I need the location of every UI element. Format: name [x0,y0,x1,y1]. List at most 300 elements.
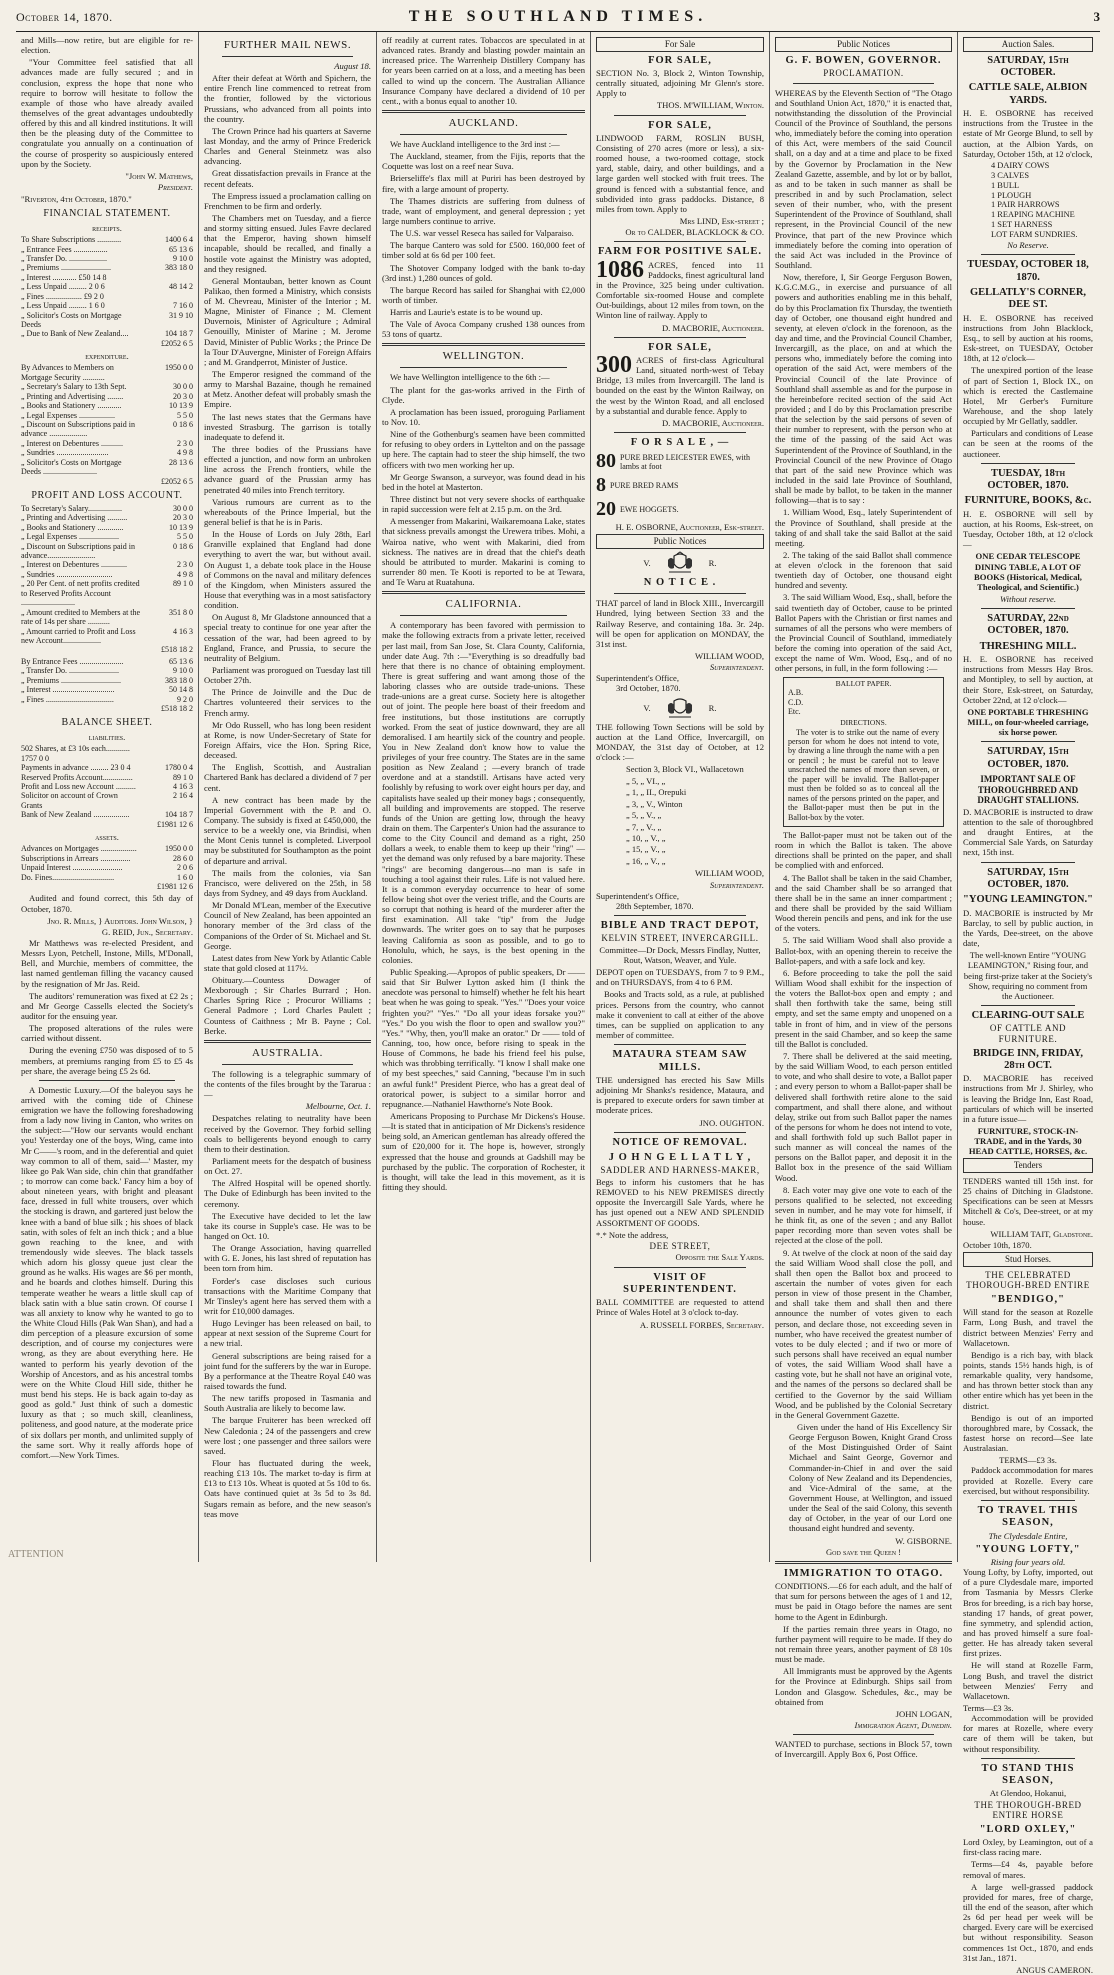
proclamation-text: 9. At twelve of the clock at noon of the said day the said William Wood shall close the poll, and shall then open the Ballot box and proceed to ascertain the number of votes given for each person in view of those present in the Chamber, and shall take them and shall then and there announce the number of votes given to each person, and declare those, not exceeding seven in number, who have received the greatest number of votes to be duly elected ; and if two or more of such persons shall have received an equal number of votes, the said William Wood shall have a casting vote, but he shall not have an original vote, and the names of the persons so declared shall be certified to the Governor by the said William Wood, and be published by the Colonial Secretary in the General Government Gazette. [775,1247,952,1420]
notice-title: N O T I C E . [643,576,717,588]
article-text: Audited and found correct, this 5th day of October, 1870. [21,893,193,914]
table-heading: liabilities. [88,732,126,743]
proclamation-text: 6. Before proceeding to take the poll the said William Wood shall exhibit for the inspection of the voters the Ballot-box open and empty ; and shall then forthwith take the same, being still empty, and set the same empty and unopened on a table in front of him, and in view of the persons present in the said Chamber, and so keep the same till the Ballot is concluded. [775,967,952,1049]
account-item: „ Entrance Fees ................. [21,244,108,254]
ad-title: FOR SALE, [648,341,712,353]
stud-title: THE CELEBRATED THOROUGH-BRED ENTIRE [966,1269,1090,1291]
divider [222,1064,353,1065]
stock-desc: EWE HOGGETS. [620,504,679,514]
article-text: In the House of Lords on July 28th, Earl Granville explained that England had done everything to avert the war, but without avail. On August 1, a debate took place in the House of Commons on the naval and military defences of the Kingdom, when Ministers assured the House that everything was in a most satisfactory condition. [204,529,371,611]
account-item: By Entrance Fees ...................... [21,656,124,666]
account-amount: 1780 0 4 [165,763,193,773]
article-text: A messenger from Makarini, Waikaremoana Lake, states that sickness prevails amongst the Urewera tribes. Mohi, a Wairoa native, who went with Makarini, died from sickness. The natives are in dread that the chief's death should be attributed to murder. Makarini is coming to surrender 80 men. Te Kooti is reported to be at Tewara, and Te Waru at Ruatahuna. [382,516,585,588]
column-6 [958,32,1098,1975]
account-item [21,477,141,486]
account-item: „ Less Unpaid ......... 2 0 6 [21,282,105,292]
article-text: A contemporary has been favored with permission to make the following extracts from a private letter, received per last mail, from San Jose, St. Clara County, California, under date Aug. 7th :—"Everything is so dreadfully bad here that there is no chance of obtaining employment. There is great suffering and want among those of the laboring classes who are outside trade-unions. These trade-unions are a great curse. Society here is altogether out of joint. The people here boast of their freedom and free institutions, but those institutions are corruptly worked. From the seat of justice downward, they are all demoralised. I am heartily sick of the country and people. You in New Zealand don't know how to value the privileges of your free country. The States are in the same position as New Zealand ; —every branch of trade overdone and at a standstill. Artisans have acted very foolishly by refusing to work over eight hours per day, and capitalists have sealed up their money bags ; consequently, all building and improvements are stopped. The reserve funds of the Union are getting low, through the heavy drain on them. The Carpenter's Union had the assurance to come to the City Council and demand as a right, 250 dollars a week, to enable them to keep up their "ring" —yet the demand was only refused by a bare majority. These "rings" are becoming dangerous—no man is safe in touching a tool against their rules. Life is not valued here. It is a common everyday occurrence to hear of some fellow being shot over the veriest trifle, and the Courts are so corrupt that nothing is heard of the murderer after the first examination. All take "tip" from the Judge downwards. The writer goes on to say that he purposes leaving California as soon as possible, and to go to Honolulu, which, he says, is the best opening in the colonies. [382,620,585,965]
account-amount: 89 1 0 [173,772,193,782]
list-item: 1 PAIR HARROWS [991,200,1060,210]
article-text: After their defeat at Wörth and Spichern, the entire French line commenced to retreat from the frontier, followed by the victorious Prussians, who advanced from all points into the country. [204,73,371,124]
article-text: Mr Odo Russell, who has long been resident at Rome, is now Under-Secretary of State for Foreign Affairs, vice the Hon. Spring Rice, deceased. [204,719,371,761]
account-item: „ Solicitor's Costs on Mortgage Deeds [21,310,122,329]
notice-office: Superintendent's Office, [596,890,680,901]
auction-title: THRESHING MILL. [979,640,1077,652]
account-item: Subscriptions in Arrears ............... [21,853,131,863]
table-heading: assets. [95,832,119,843]
coat-of-arms-icon [665,552,695,574]
auction-title: CLEARING-OUT SALE [971,1009,1085,1021]
article-text: Flour has fluctuated during the week, reaching £13 10s. The market to-day is firm at £13 to £13 10s. Wheat is quoted at 5s 10d to 6s. Oats have continued quiet at 3s 5d to 3s 8d. Sugars remain as before, and the new season's teas move [204,1457,371,1519]
account-amount: 4 16 3 [173,626,193,636]
account-amount: £2052 6 5 [161,476,193,486]
tender-text: TENDERS wanted till 15th inst. for 25 chains of Ditching in Gladstone. Specifications can be seen at Messrs Mitchell & Co's, Dee-street, or at my house. [963,1176,1093,1227]
dateline: Melbourne, Oct. 1. [305,1101,371,1112]
ad-text: BALL COMMITTEE are requested to attend Prince of Wales Hotel at 3 o'clock to-day. [596,1297,764,1318]
section-label: Public Notices [775,37,952,52]
auction-items: ONE PORTABLE THRESHING MILL, on four-wheeled carriage, six horse power. [967,706,1089,738]
ad-signature: Opposite the Sale Yards. [675,1252,764,1263]
table-row [21,763,193,772]
table-row [21,273,193,282]
account-item: „ Sundries .......................... [21,448,109,458]
column-2 [199,32,377,1562]
signature-title: President. [157,181,193,192]
section-heading: AUSTRALIA. [251,1046,324,1059]
divider [382,343,585,346]
liabilities-table [21,744,193,829]
stud-text: Accommodation will be provided for mares at Rozelle, where every care of them will be taken, but without responsibility. [963,1713,1093,1754]
section-heading: BALANCE SHEET. [61,717,153,729]
list-item: 4 DAIRY COWS [991,160,1050,170]
notice-signature-title: Superintendent. [709,662,764,673]
list-item: Section 3, Block VI., Wallacetown [626,764,744,775]
divider [614,1267,746,1268]
account-amount: 1950 0 0 [165,363,193,373]
column-1 [16,32,199,1562]
stock-count: 20 [596,497,616,520]
stock-line [596,498,764,522]
table-row [21,579,193,607]
crest-letter: V. [643,702,651,713]
column-4 [591,32,770,1562]
table-row [21,411,193,420]
account-item: Bank of New Zealand .................. [21,810,130,820]
account-amount [141,292,193,301]
article-text: A new contract has been made by the Imperial Government with the P. and O. Company. The subsidy is fixed at £450,000, the service to be a weekly one, via Brindisi, when the Mont Cenis tunnel is completed. Liverpool may be substituted for Southampton as the point of departure and arrival. [204,794,371,866]
stud-name: "BENDIGO," [991,1293,1065,1305]
account-item: Advances on Mortgages .................. [21,844,137,854]
article-text: Parliament meets for the despatch of business on Oct. 27. [204,1156,371,1177]
table-row [21,245,193,254]
account-item: „ Discount on Subscriptions paid in advance ................... [21,419,135,439]
auction-text: D. MACBORIE is instructed by Mr Barclay, to sell by public auction, in the Yards, Dee-street, on the above date, [963,907,1093,949]
stud-text: Bendigo is out of an imported thoroughbred mare, by Cossack, the fastest horse on record—See late Australasian. [963,1412,1093,1454]
article-text: The Vale of Avoca Company crushed 138 ounces from 53 tons of quartz. [382,319,585,340]
divider [614,432,746,433]
profit-loss-debit-table [21,504,193,655]
article-text: The Shotover Company lodged with the bank to-day (3rd inst.) 1,280 ounces of gold. [382,262,585,283]
account-amount: 1400 6 4 [165,235,193,245]
account-amount: £518 18 2 [161,645,193,655]
account-amount: 65 13 6 [169,656,193,666]
table-row [21,339,193,348]
account-amount: 104 18 7 [165,810,193,820]
ad-text: Committee—Dr Dock, Messrs Findlay, Nutter, Rout, Watson, Weaver, and Yule. [599,944,761,966]
table-row [21,695,193,704]
account-item [21,820,141,829]
account-item: „ Premiums .............................. [21,675,121,685]
table-row [21,282,193,291]
section-heading: WELLINGTON. [442,350,525,363]
account-item: „ Printing and Advertising ........ [21,391,124,401]
notice-date: 3rd October, 1870. [616,683,681,694]
divider [981,862,1075,863]
ad-text: CONDITIONS.—£6 for each adult, and the half of that sum for persons between the ages of 1 and 12, must be paid in Otago before the names are sent home to the Agent in Edinburgh. [775,1581,952,1622]
article-text: The Alfred Hospital will be opened shortly. The Duke of Edinburgh has been invited to the ceremony. [204,1178,371,1209]
stud-signature: ANGUS CAMERON. [1016,1964,1093,1975]
ad-text: If the parties remain three years in Otago, no further payment will require to be made. If they do not remain three years, another payment of £8 10s must be made. [775,1623,952,1665]
issue-date: October 14, 1870. [16,10,113,24]
divider [981,463,1075,464]
stud-terms: TERMS—£3 3s. [999,1455,1057,1466]
ad-signature: JOHN LOGAN, [895,1708,952,1719]
table-row [21,773,193,782]
section-heading: AUCKLAND. [448,116,519,129]
article-text: "Your Committee feel satisfied that all advances made are fully secured ; and in conclusion, express the hope that none who require to borrow will hesitate to follow the example of those who have already availed themselves of the great advantages undoubtedly offered by this and all kindred institutions. It will then be the pleasing duty of the Committee to congratulate you annually on a continuation of the course of prosperity so auspiciously entered upon by the Society. [21,57,193,169]
proclamation-governor: G. F. BOWEN, GOVERNOR. [785,54,942,66]
section-label: Public Notices [596,534,764,549]
table-row [21,311,193,330]
article-text: The last news states that the Germans have invested Strasburg. The garrison is totally inadequate to defend it. [204,411,371,442]
auction-date: SATURDAY, 22nd OCTOBER, 1870. [987,613,1069,637]
account-amount: £1981 12 6 [157,881,193,891]
account-item: „ Interest on Debentures ............. [21,560,127,570]
signature: "John W. Mathews, [125,170,193,181]
divider [400,367,567,368]
account-amount: 7 16 0 [173,301,193,311]
stud-title: TO STAND THIS SEASON, [981,1762,1075,1787]
ad-text: DEPOT open on TUESDAYS, from 7 to 9 P.M., and on THURSDAYS, from 4 to 6 P.M. [596,967,764,988]
article-text: The barque Cantero was sold for £500. 160,000 feet of timber sold at 6s 6d per 100 feet. [382,240,585,261]
auction-items: FURNITURE, STOCK-IN-TRADE, and in the Yards, 30 HEAD CATTLE, HORSES, &c. [968,1126,1088,1157]
auction-title: "YOUNG LEAMINGTON." [963,894,1093,906]
table-row [21,254,193,263]
divider [981,254,1075,255]
divider [400,615,567,616]
account-item: „ Secretary's Salary to 13th Sept. [21,382,127,392]
auction-date: BRIDGE INN, FRIDAY, 28th OCT. [972,1047,1084,1071]
section-heading: FINANCIAL STATEMENT. [43,208,171,220]
account-amount: 4 16 3 [173,782,193,791]
royal-crest [596,552,764,574]
section-label: Auction Sales. [963,37,1093,52]
list-item: 3 CALVES [991,170,1030,180]
article-text: The mails from the colonies, via San Francisco, were delivered on the 25th, in 58 days from Sydney, and 49 days from Auckland. [204,867,371,898]
notice-office: Superintendent's Office, [596,673,680,684]
list-item: „ 1, „ II., Orepuki [626,787,687,798]
ad-title: VISIT OF SUPERINTENDENT. [623,1271,737,1295]
table-row [21,458,193,477]
article-text: and Mills—now retire, but are eligible for re-election. [21,35,193,56]
article-text: Brierseliffe's flax mill at Puriri has been destroyed by fire, with a large amount of property. [382,173,585,194]
assets-table [21,844,193,891]
stud-text: Bendigo is a rich bay, with black points, stands 15½ hands high, is of remarkable quality, very handsome, and has thrown better stock than any other entire which has yet been in the district. [963,1349,1093,1411]
list-item: „ 5, „ V., „ [626,810,662,821]
account-item: „ Legal Expenses .................... [21,532,119,542]
table-row [21,292,193,301]
account-item [21,339,141,348]
table-row [21,782,193,791]
article-text: Americans Proposing to Purchase Mr Dickens's House.—It is stated that in anticipation of Mr Dickens's residence being sold, an American gentleman has already offered the sum of £20,000 for it. The hope is, however, strongly expressed that the house and grounds at Gadshill may be purchased by the public. The corporation of Rochester, it is thought, will take the lead in this movement, as it is fitting they should. [382,1110,585,1192]
auction-title: FURNITURE, BOOKS, &c. [964,495,1092,507]
table-row [21,477,193,486]
table-row [21,882,193,891]
account-amount: 383 18 0 [165,675,193,685]
list-item: „ 7, „ V., „ [626,821,662,832]
auction-date: SATURDAY, 15th OCTOBER, 1870. [987,746,1069,770]
article-text: The Orange Association, having quarrelled with G. E. Jones, his last shred of reputation has been torn from him. [204,1243,371,1274]
faded-footer-mark: ATTENTION [8,1549,64,1561]
ad-text: 300 ACRES of first-class Agricultural Land, situated north-west of Tebay Bridge, 13 miles from Invercargill. The land is bounded on the east by the Winton Railway, on the west by the Winton Road, and all enclosed by a substantial and durable fence. Apply to [596,352,764,416]
ad-subtitle: SADDLER AND HARNESS-MAKER, [600,1165,760,1176]
stud-text: Will stand for the season at Rozelle Farm, Long Bush, and travel the district between Menzies' Ferry and Wallacetown. [963,1307,1093,1348]
account-amount: 5 5 0 [177,410,193,420]
article-text: The barque Record has sailed for Shanghai with £2,000 worth of timber. [382,284,585,305]
notice-signature-title: Superintendent. [709,879,764,890]
table-row [21,657,193,666]
account-amount: 2 3 0 [177,560,193,570]
table-row [21,744,193,763]
ad-note: *.* Note the address, [596,1229,669,1240]
account-item: „ Books and Stationery ............ [21,401,122,411]
table-row [21,844,193,853]
divider [222,56,353,57]
crest-letter: V. [643,557,651,568]
account-item: „ Discount on Subscriptions paid in advance........................ [21,541,135,560]
table-row [21,235,193,244]
ad-title: MATAURA STEAM SAW MILLS. [612,1049,748,1073]
account-amount: 4 9 8 [177,569,193,579]
stock-line [596,474,764,498]
ad-text: 1086 ACRES, fenced into 11 Paddocks, finest agricultural land in the Province, 325 being under cultivation. Comfortable six-roomed House and complete Out-buildings, about 12 miles from town, on the Winton line of railway. Apply to [596,256,764,321]
table-row [21,439,193,448]
ballot-name-line: C.D. [788,697,804,707]
article-text: Obituary.—Countess Dowager of Mexborough ; Sir Charles Burrard ; Hon. Charles Spring Rice ; Procuror Williams ; General Padmore ; Lord Charles Paulett ; Countess of Caithness ; Mr B. Payne ; Col. Berke. [204,975,371,1036]
article-text: Despatches relating to neutrality have been received by the Governor. They forbid selling coals to belligerents beyond enough to carry them to their destination. [204,1113,371,1154]
list-item: „ 10, „ V., „ [626,832,666,843]
account-item: Reserved Profits Account............... [21,772,133,782]
directions-title: DIRECTIONS. [840,717,887,727]
dateline: "Riverton, 4th October, 1870." [21,194,132,205]
proclamation-text: 1. William Wood, Esq., lately Superintendent of the Province of Southland, shall preside at the taking of and shall take the said Ballot at the said meeting. [775,507,952,548]
account-item [21,882,141,891]
divider [614,1132,746,1133]
article-text: The following is a telegraphic summary of the contents of the files brought by the Tararua :— [204,1068,371,1100]
article-text: Hugo Levinger has been released on bail, to appear at next session of the Supreme Court for a new trial. [204,1318,371,1349]
article-text: The proposed alterations of the rules were carried without dissent. [21,1023,193,1044]
ad-signature: D. MACBORIE, Auctioneer. [661,417,764,428]
profit-loss-credit-table [21,657,193,714]
account-amount: 9 10 0 [173,666,193,676]
stock-line [596,450,764,474]
article-text: On August 8, Mr Gladstone announced that a special treaty to continue for one year after the cessation of the war, had been agreed to by England, France, and Prussia, to secure the neutrality of Belgium. [204,612,371,663]
article-text: Forder's case discloses such curious transactions with the Maritime Company that Mr Tinsley's agent here has served them with a writ for £10,000 damages. [204,1275,371,1316]
list-item: 1 BULL [991,180,1020,190]
article-text: Harris and Laurie's estate is to be wound up. [390,307,543,318]
stud-name: "YOUNG LOFTY," [975,1543,1081,1555]
divider [793,1734,934,1735]
divider [614,593,746,594]
list-item: „ 3, „ V., Winton [626,798,683,809]
auction-text: Particulars and conditions of Lease can be seen at the rooms of the auctioneer. [963,428,1093,459]
account-amount: 2 16 4 [173,791,193,801]
ad-text: THE undersigned has erected his Saw Mills adjoining Mr Shanks's residence, Mataura, and is prepared to execute orders for sawn timber at moderate prices. [596,1074,764,1116]
article-text: We have Wellington intelligence to the 6th :— [390,372,550,383]
article-text: The English, Scottish, and Australian Chartered Bank has declared a dividend of 7 per cent. [204,762,371,793]
auction-title: GELLATLY'S CORNER, DEE ST. [969,286,1087,311]
article-text: The auditors' remuneration was fixed at £2 2s ; and Mr George Cassells elected the Society's auditor for the ensuing year. [21,990,193,1021]
stock-count: 80 [596,450,616,473]
account-amount: 28 6 0 [173,853,193,863]
account-amount [141,273,193,282]
table-row [21,301,193,310]
account-amount: 20 3 0 [173,513,193,523]
account-amount: £518 18 2 [161,704,193,713]
article-text: Mr Matthews was re-elected President, and Messrs Lyon, Petchell, Instone, Mills, M'Donall, Bell, and Murchie, members of committee, the last named gentleman filling the vacancy caused by the resignation of Mr Jas. Reid. [21,937,193,989]
account-item: To Secretary's Salary................. [21,503,123,513]
account-item: Unpaid Interest ......................... [21,863,123,873]
auction-text: The unexpired portion of the lease of part of Section 1, Block IX., on which is erected the Castlemaine Hotel, Mr Gerber's Furniture Warehouse, and the shop lately occupied by Mr Gellatly, saddler. [963,365,1093,427]
account-item [21,704,141,713]
proclamation-text: 7. There shall be delivered at the said meeting, by the said William Wood, to each person entitled to vote, and who shall desire to vote, a Ballot paper ; and every person to whom a Ballot-paper shall be delivered shall forthwith retire alone to the said compartment, and shall there alone, and without delay, strike out from such Ballot paper the names of the persons for whom he does not intend to vote, and shall forthwith fold up such Ballot paper in such manner as will conceal the names of the persons on the Ballot paper, and deposit it in the Ballot box in the presence of the said William Wood. [775,1050,952,1183]
table-row [21,523,193,532]
account-item: „ Fines .................. £9 2 0 [21,291,104,301]
article-text: The Prince de Joinville and the Duc de Chartres volunteered their services to the French army. [204,687,371,718]
article-text: The Thames districts are suffering from dulness of trade, want of employment, and general depression ; yet large numbers continue to arrive. [382,195,585,226]
table-row [21,863,193,872]
receipts-table [21,235,193,348]
table-row [21,791,193,810]
account-item: „ Printing and Advertising .......... [21,513,128,523]
account-item: „ Legal Expenses .................. [21,410,115,420]
list-item: LOT FARM SUNDRIES. [991,230,1078,240]
list-item: 1 SET HARNESS [991,220,1053,230]
stud-terms: Terms—£3 3s. [963,1703,1014,1714]
account-item: Profit and Loss new Account .......... [21,782,136,791]
stud-text: He will stand at Rozelle Farm, Long Bush, and travel the district between Menzies' Ferry and Wallacetown. [963,1660,1093,1701]
article-text: General Montauban, better known as Count Palikao, then formed a Ministry, which consists of M. Chevreau, Minister of the Interior ; M. Magne, Minister of Finance ; M. Clement Duvernois, Minister of Agriculture ; Admiral Genouilly, Minister of Marine ; M. Jerome David, Minister of Public Works ; the Prince De la Tour D'Auvergne, Minister of Foreign Affairs ; and M. Grandperrot, Minister of Justice. [204,275,371,367]
article-text: Parliament was prorogued on Tuesday last till October 27th. [204,664,371,686]
account-item: „ Premiums ......................... [21,263,111,273]
auction-note: Without reserve. [999,593,1056,604]
proclamation-closing: God save the Queen ! [825,1546,902,1557]
table-row [21,560,193,569]
auction-date: TUESDAY, 18th OCTOBER, 1870. [987,467,1069,492]
section-label: Stud Horses. [963,1252,1093,1267]
auction-text: H. E. OSBORNE has received instructions from the Trustee in the estate of Mr George Blund, to sell by auction, at the Albion Yards, on Saturday, October 15th, at 12 o'clock, [963,108,1093,159]
section-label: Tenders [963,1158,1093,1173]
divider [382,591,585,594]
auction-text: The well-known Entire "YOUNG LEAMINGTON," Rising four, and being first-prize taker at the Society's Show, requiring no comment from the Auctioneer. [963,950,1093,1001]
ad-text: All Immigrants must be approved by the Agents for the Province at Edinburgh. Ships sail from London and Glasgow. Schedules, &c., may be obtained from [775,1666,952,1707]
account-item: „ Amount credited to Members at the rate of 14s per share ........... [21,607,141,627]
ad-signature: H. E. OSBORNE, Auctioneer, Esk-street. [615,522,764,533]
list-item: 1 REAPING MACHINE [991,210,1075,220]
account-amount [141,744,193,763]
auction-text: H. E. OSBORNE has received instructions from John Blacklock, Esq., to sell by auction at his rooms, Esk-street, on TUESDAY, October 18th, at 12 o'clock— [963,312,1093,364]
divider [981,1758,1075,1759]
notice-date: 28th September, 1870. [616,900,694,911]
account-amount: 0 18 6 [173,419,193,429]
account-item: „ Transfer Do. ......................... [21,666,119,676]
account-amount: 31 9 10 [169,310,193,320]
auction-text: D. MACBORIE is instructed to draw attention to the sale of thoroughbred and draught Entires, at the Commercial Sale Yards, on Saturday next, 15th inst. [963,806,1093,858]
account-amount: 2 3 0 [177,438,193,448]
account-amount: 10 13 9 [169,401,193,411]
account-item: „ Less Unpaid ......... 1 6 0 [21,301,105,311]
list-item: „ 5, „ VI., „ [626,775,666,786]
proclamation-text: 5. The said William Wood shall also provide a Ballot-box, with an opening therein to receive the Ballot-papers, and with a safe lock and key. [775,935,952,966]
divider [39,1080,175,1081]
proclamation-title: PROCLAMATION. [823,67,904,78]
article-text: The plant for the gas-works arrived in the Firth of Clyde. [382,384,585,405]
article-text: During the evening £750 was disposed of to 5 members, at premiums ranging from £5 to £5 4s per share, the average being £5 2s 6d. [21,1045,193,1076]
auction-note: No Reserve. [1007,240,1049,251]
article-text: The Auckland, steamer, from the Fijis, reports that the Coquette was lost on a reef near Suva. [382,151,585,172]
account-amount: 50 14 8 [169,685,193,695]
table-row [21,504,193,513]
ballot-name-line: Etc. [788,707,801,717]
article-text: Three distinct but not very severe shocks of earthquake in rapid succession were felt at 2.15 p.m. on the 3rd. [382,494,585,515]
ballot-directions: The voter is to strike out the name of every person for whom he does not intend to vote, by drawing a line through the name with a pen or pencil ; he must be careful not to leave unscratched the names of more than seven, or the paper will be invalid. The Ballot-paper must then be folded so as to conceal all the names of the persons printed on the paper, and the Ballot-paper must then be put in the Ballot-box by the voter. [788,727,939,822]
ad-title: J O H N G E L L A T L Y , [608,1152,752,1164]
auction-title: IMPORTANT SALE OF THOROUGHBRED AND DRAUGHT STALLIONS. [977,774,1079,806]
ad-signature-title: Immigration Agent, Dunedin. [854,1720,952,1731]
ballot-name-line: A.B. [788,688,804,698]
account-amount: 20 3 0 [173,391,193,401]
section-label: For Sale [596,37,764,52]
stud-subtitle: The Clydesdale Entire, [988,1530,1068,1541]
table-row [21,666,193,675]
notice-text: THAT parcel of land in Block XIII., Invercargill Hundred, lying between Section 33 and the Railway Reserve, and containing 18a. 3r. 24p. will be open for application on MONDAY, the 31st inst. [596,598,764,649]
section-heading: PROFIT AND LOSS ACCOUNT. [31,490,183,502]
account-amount: 5 5 0 [177,532,193,542]
column-5 [770,32,958,1760]
account-item: Solicitor on account of Crown Grants [21,791,118,810]
article-text: Public Speaking.—Apropos of public speakers, Dr —— said that Sir Bulwer Lytton asked him (I think the anecdote was personal to himself) whether he felt his heart beat when he was going to speak. "Yes." "Does your voice frighten you?" "Yes." "Do all your ideas forsake you?" "Yes." Do you wish the floor to open and swallow you?" "Yes." "Why, then, you'll make an orator." Dr —— told of Canning, too, how once, before rising to speak in the House of Commons, he bade his friend feel his pulse, which was throbbing terrifically. "I know I shall make one of my best speeches," said Canning, "because I'm in such an awful funk!" President Pierce, who has a great deal of oratorical power, is subject to a similar horror and repugnance.—Nathaniel Hawthorne's Note Book. [382,967,585,1109]
stud-title: TO TRAVEL THIS SEASON, [977,1504,1079,1529]
divider [614,115,746,116]
account-amount: 383 18 0 [165,263,193,273]
account-amount: £2052 6 5 [161,338,193,348]
article-text: The Crown Prince had his quarters at Saverne last Monday, and the army of Prince Frederick Charles and General Steinmetz was also advancing. [204,125,371,167]
ad-title: BIBLE AND TRACT DEPOT, [600,919,760,931]
ad-number: 1086 [596,256,644,283]
stud-text: Paddock accommodation for mares provided at Rozelle. Every care exercised, but without responsibility. [963,1465,1093,1496]
ad-text: LINDWOOD FARM, ROSLIN BUSH, Consisting of 270 acres (more or less), a six-roomed house, a two-roomed cottage, stock yard, stable, dairy, and other buildings, and a large garden well stocked with fruit trees. The ground is fenced with a substantial fence, and subdivided into grass paddocks. Distance, 8 miles from town. Apply to [596,132,764,214]
account-item: „ Sundries ............................ [21,569,113,579]
table-row [21,420,193,439]
account-amount: 89 1 0 [173,579,193,589]
article-text: Great dissatisfaction prevails in France at the recent defeats. [204,168,371,189]
table-row [21,542,193,561]
ad-signature: JNO. OUGHTON. [699,1117,764,1128]
ad-signature: Or to CALDER, BLACKLOCK & CO. [625,227,764,238]
article-text: Mr George Swanson, a surveyor, was found dead in his bed in the hotel at Masterton. [382,471,585,492]
table-row [21,820,193,829]
account-item: „ Fines .................................. [21,694,114,704]
ad-text: SECTION No. 3, Block 2, Winton Township, centrally situated, adjoining Mr Glenn's store. Apply to [596,67,764,99]
